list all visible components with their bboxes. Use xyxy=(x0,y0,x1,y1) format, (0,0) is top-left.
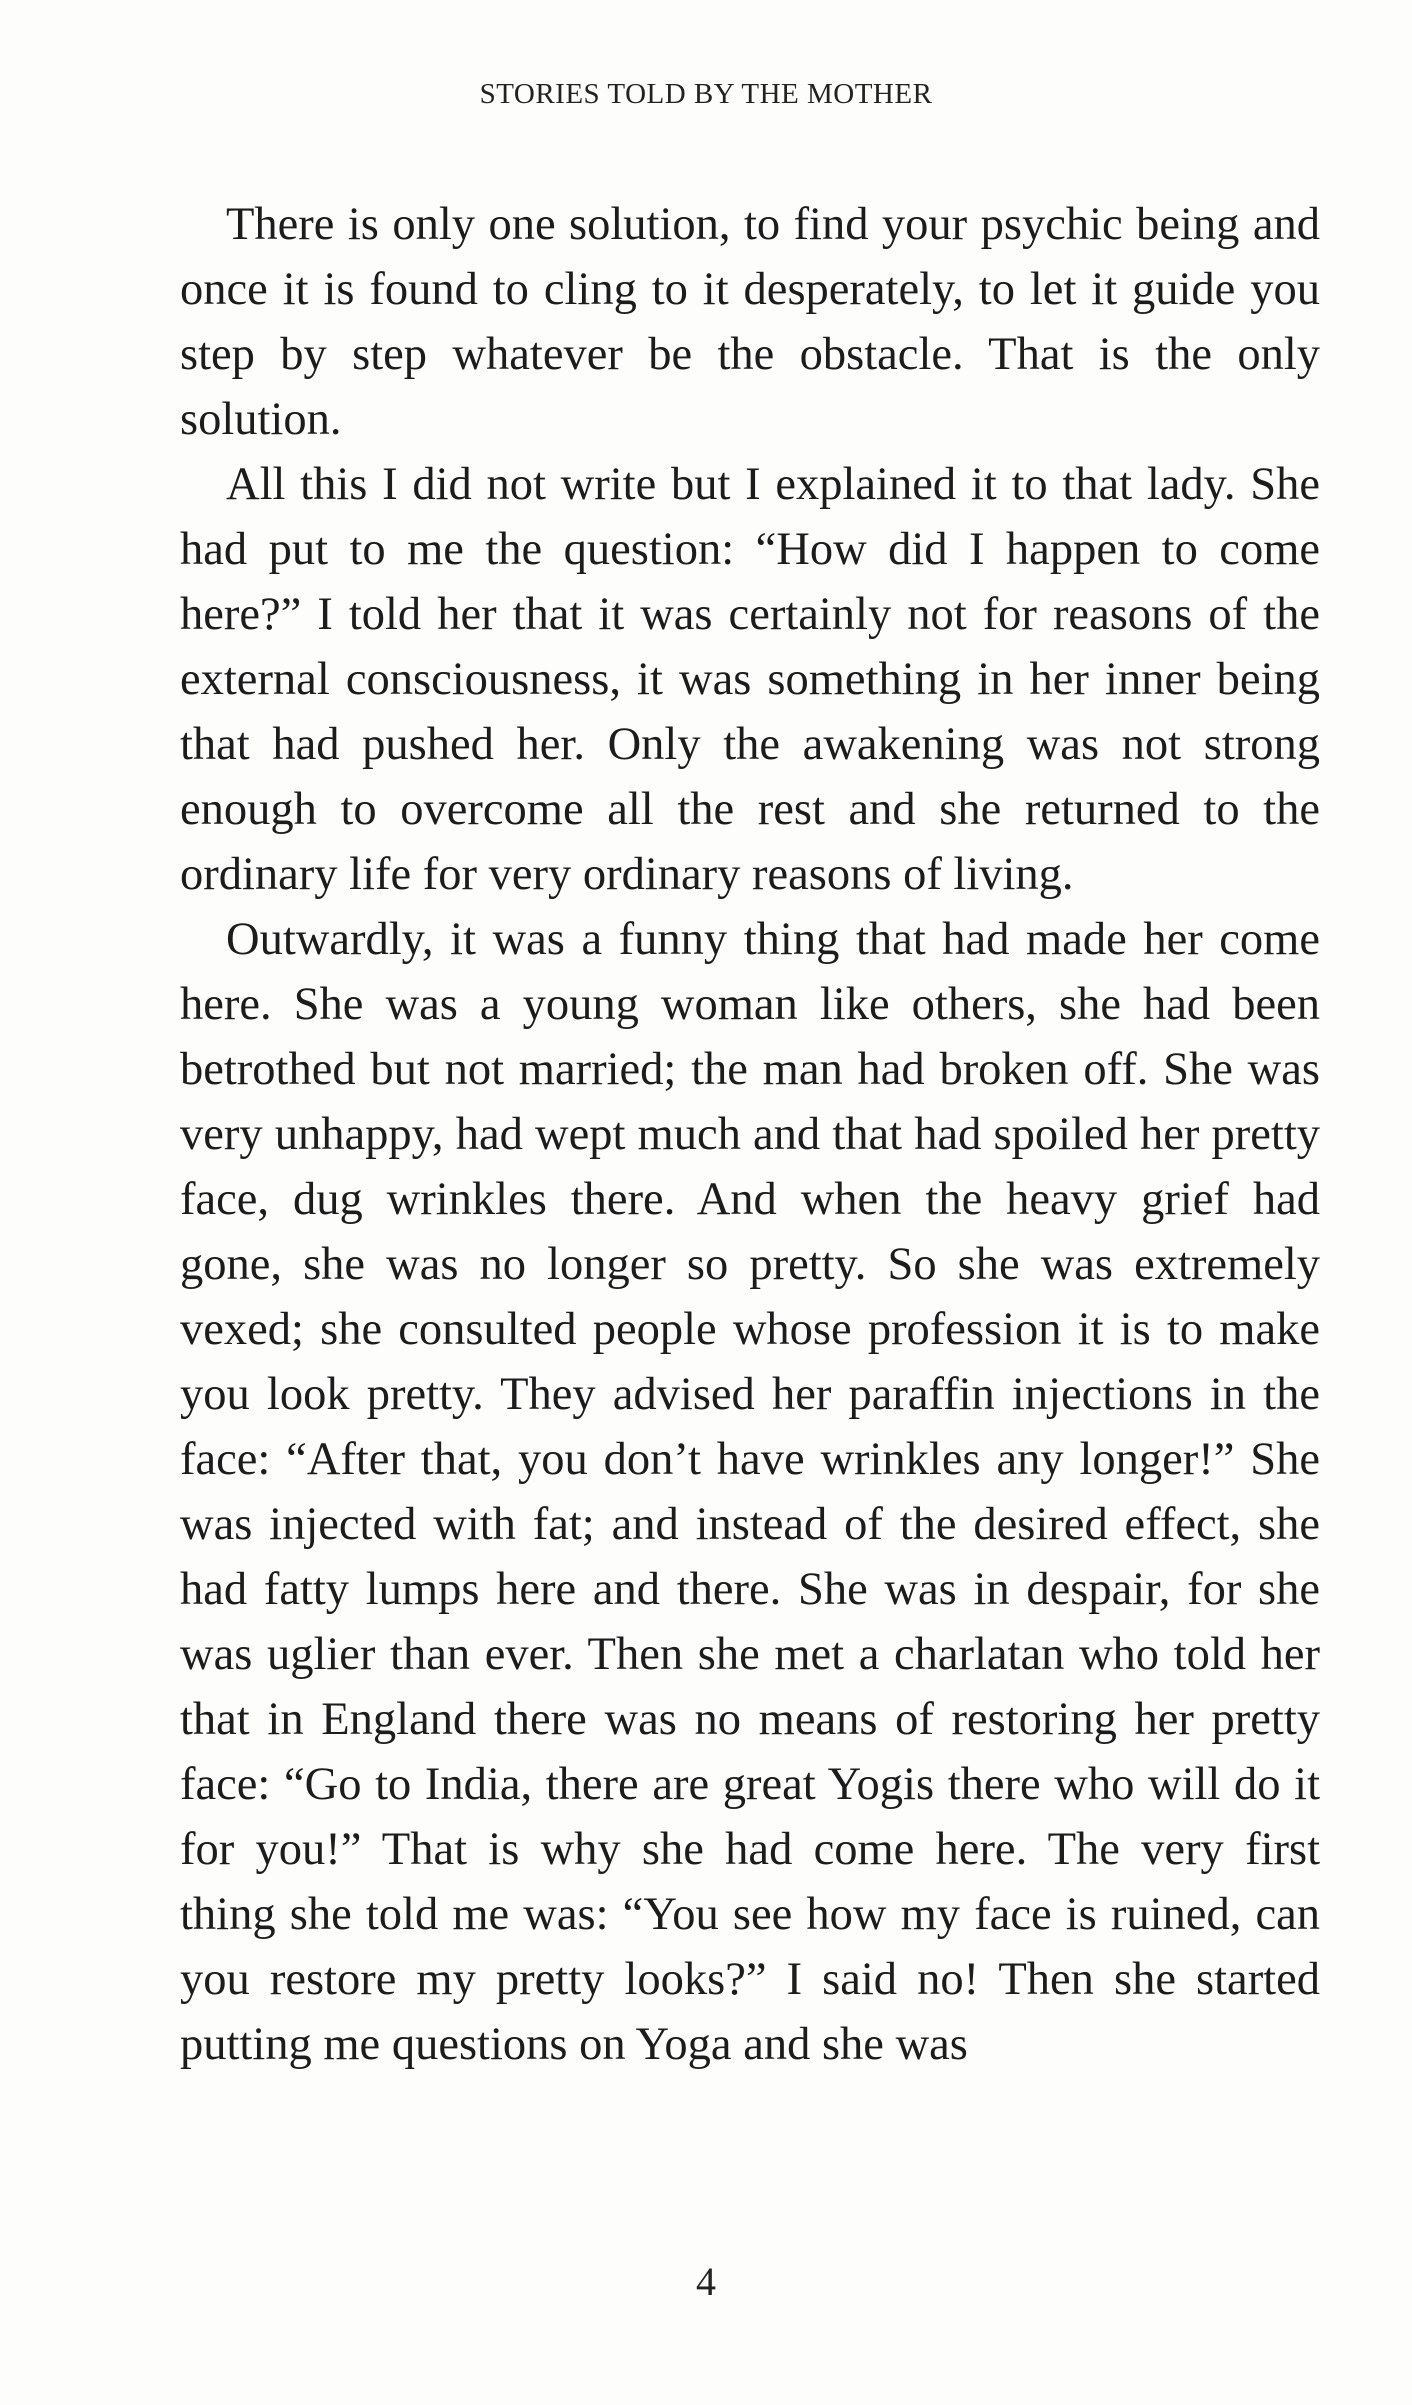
paragraph-2: All this I did not write but I explained it to that lady. She had put to me the question: “How did I happen to come here?” I told her that it was certainly not for reasons of the external consciousness, it was something in her inner being that had pushed her. Only the awakening was not strong enough to overcome all the rest and she returned to the ordinary life for very ordinary reasons of living. xyxy=(180,459,1320,900)
paragraph-3: Outwardly, it was a funny thing that had made her come here. She was a young woman like others, she had been betrothed but not married; the man had broken off. She was very unhappy, had wept much and that had spoiled her pretty face, dug wrinkles there. And when the heavy grief had gone, she was no longer so pretty. So she was extremely vexed; she consulted people whose profession it is to make you look pretty. They advised her paraffin injections in the face: “After that, you don’t have wrinkles any longer!” She was injected with fat; and instead of the desired effect, she had fatty lumps here and there. She was in despair, for she was uglier than ever. Then she met a charlatan who told her that in England there was no means of restoring her pretty face: “Go to India, there are great Yogis there who will do it for you!” That is why she had come here. The very first thing she told me was: “You see how my face is ruined, can you restore my pretty looks?” I said no! Then she started putting me questions on Yoga and she was xyxy=(180,914,1320,2070)
page-number: 4 xyxy=(696,2259,716,2304)
paragraph-1: There is only one solution, to find your psychic being and once it is found to cling to it desperately, to let it guide you step by step whatever be the obstacle. That is the only solution. xyxy=(180,199,1320,445)
body-text xyxy=(180,192,1320,2077)
running-head: STORIES TOLD BY THE MOTHER xyxy=(479,78,933,110)
